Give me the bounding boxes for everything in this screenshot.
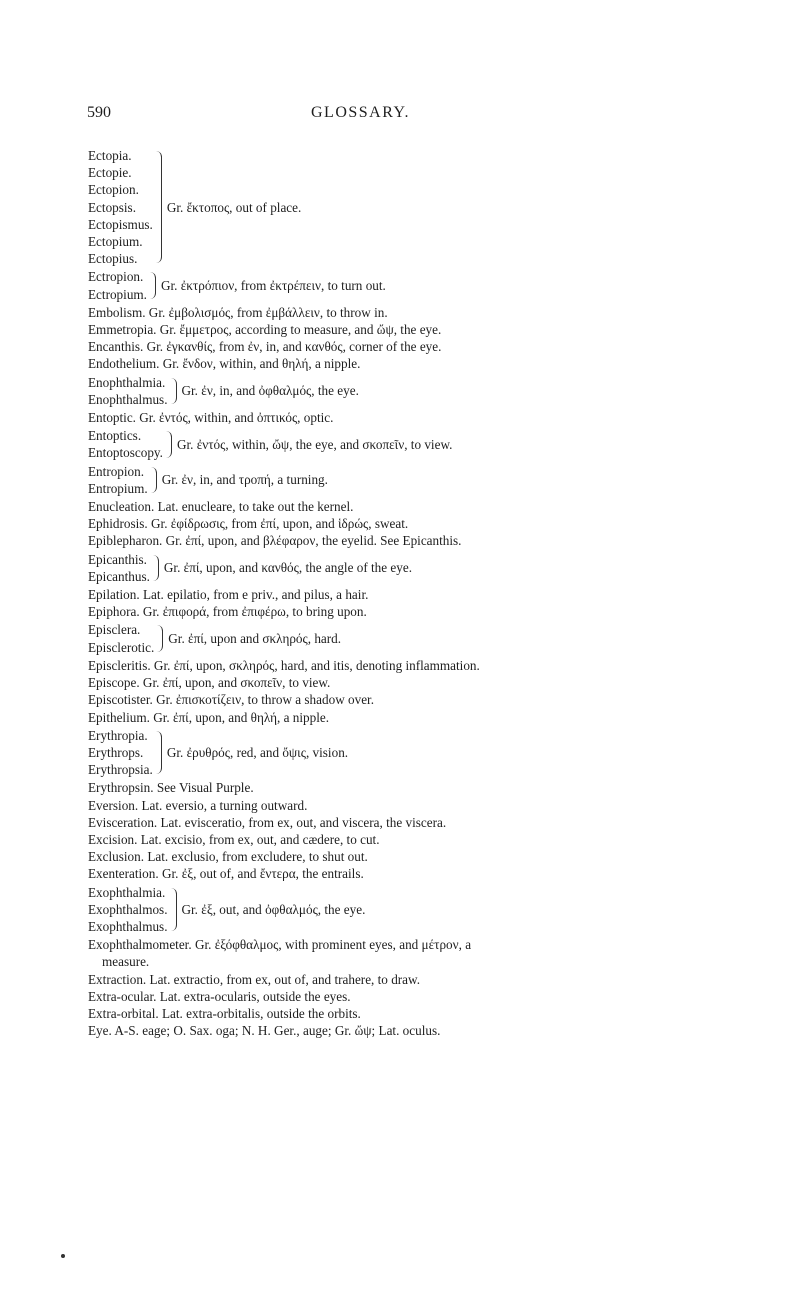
entry-term: Erythrops. xyxy=(88,744,144,760)
entry-term: Ectopsis. xyxy=(88,199,136,215)
entry-episcleritis: Episcleritis. Gr. ἐπί, upon, σκληρός, hard, and itis, denoting inflammation. xyxy=(88,657,480,673)
entry-epiphora: Epiphora. Gr. ἐπιφορά, from ἐπιφέρω, to bring upon. xyxy=(88,604,367,620)
entry-term: Entoptoscopy. xyxy=(88,445,163,461)
brace xyxy=(156,151,162,263)
entry-group-entropion xyxy=(88,463,778,497)
margin-mark xyxy=(61,1254,65,1258)
entry-definition: Gr. ἐντός, within, ὤψ, the eye, and σκοπεῖν, to view. xyxy=(176,436,453,452)
entry-term: Episclera. xyxy=(88,622,141,638)
entry-term: Exophthalmia. xyxy=(88,884,166,900)
entry-group-episclera xyxy=(88,621,778,655)
entry-excision: Excision. Lat. excisio, from ex, out, and cædere, to cut. xyxy=(88,831,380,847)
entry-extraction: Extraction. Lat. extractio, from ex, out of, and trahere, to draw. xyxy=(88,971,420,987)
entry-term: Exophthalmus. xyxy=(88,918,168,934)
entry-term: Ectopia. xyxy=(88,148,132,163)
entry-group-ectropion xyxy=(88,268,778,302)
entry-erythropsin: Erythropsin. See Visual Purple. xyxy=(88,780,254,796)
entry-term: Entoptics. xyxy=(88,428,142,444)
entry-definition: Gr. ἐπί, upon, and κανθός, the angle of the eye. xyxy=(163,560,413,576)
entry-term: Erythropsia. xyxy=(88,762,153,778)
entry-term: Enophthalmia. xyxy=(88,374,166,390)
entry-epiblepharon: Epiblepharon. Gr. ἐπί, upon, and βλέφαρον, the eyelid. See Epicanthis. xyxy=(88,533,462,549)
entry-definition: Gr. ἐρυθρός, red, and ὄψις, vision. xyxy=(166,744,349,760)
entry-ephidrosis: Ephidrosis. Gr. ἐφίδρωσις, from ἐπί, upon, and ἱδρώς, sweat. xyxy=(88,516,409,532)
entry-term: Entropium. xyxy=(88,480,148,496)
entry-term: Ectopius. xyxy=(88,251,138,267)
entry-term: Exophthalmos. xyxy=(88,901,168,917)
entry-term: Epicanthus. xyxy=(88,568,150,584)
entry-evisceration: Evisceration. Lat. evisceratio, from ex, out, and viscera, the viscera. xyxy=(88,814,447,830)
entry-embolism: Embolism. Gr. ἐμβολισμός, from ἐμβάλλειν, to throw in. xyxy=(88,304,388,320)
entry-term: Ectropion. xyxy=(88,269,144,285)
page-number: 590 xyxy=(87,104,111,121)
entry-exophthalmometer-cont: measure. xyxy=(102,954,150,970)
brace xyxy=(156,731,162,775)
entry-entoptic: Entoptic. Gr. ἐντός, within, and ὀπτικός, optic. xyxy=(88,410,334,426)
entry-term: Enophthalmus. xyxy=(88,391,168,407)
entry-term: Ectopium. xyxy=(88,234,143,250)
entry-exclusion: Exclusion. Lat. exclusio, from excludere, to shut out. xyxy=(88,849,368,865)
entry-term: Ectopie. xyxy=(88,165,132,181)
entry-term: Erythropia. xyxy=(88,727,148,743)
page-header xyxy=(87,104,727,126)
entry-group-entoptics xyxy=(88,427,778,461)
brace xyxy=(171,378,177,404)
entry-exophthalmometer: Exophthalmometer. Gr. ἐξόφθαλμος, with prominent eyes, and μέτρον, a xyxy=(88,937,472,953)
entry-endothelium: Endothelium. Gr. ἔνδον, within, and θηλή, a nipple. xyxy=(88,356,361,372)
entry-group-erythropia xyxy=(88,727,778,779)
entry-term: Entropion. xyxy=(88,463,145,479)
brace xyxy=(153,555,159,581)
entry-term: Ectopismus. xyxy=(88,216,153,232)
entry-term: Ectopion. xyxy=(88,182,139,198)
entry-eversion: Eversion. Lat. eversio, a turning outward. xyxy=(88,797,308,813)
brace xyxy=(151,467,157,493)
entry-extra-ocular: Extra-ocular. Lat. extra-ocularis, outside the eyes. xyxy=(88,988,351,1004)
entry-group-epicanthis xyxy=(88,551,778,585)
entry-group-enophthalmia xyxy=(88,374,778,408)
entry-emmetropia: Emmetropia. Gr. ἔμμετρος, according to measure, and ὤψ, the eye. xyxy=(88,322,442,338)
entry-definition: Gr. ἐξ, out, and ὀφθαλμός, the eye. xyxy=(181,901,366,917)
brace xyxy=(150,272,156,298)
entry-term: Ectropium. xyxy=(88,286,147,302)
entry-definition: Gr. ἐν, in, and τροπή, a turning. xyxy=(161,472,328,488)
entry-episcotister: Episcotister. Gr. ἐπισκοτίζειν, to throw a shadow over. xyxy=(88,692,375,708)
page-title: GLOSSARY. xyxy=(311,104,411,121)
entry-definition: Gr. ἐπί, upon and σκληρός, hard. xyxy=(168,631,342,647)
entry-enucleation: Enucleation. Lat. enucleare, to take out the kernel. xyxy=(88,499,354,515)
glossary-body xyxy=(88,146,778,1039)
entry-group-ectopia xyxy=(88,147,778,267)
entry-encanthis: Encanthis. Gr. ἐγκανθίς, from ἐν, in, and κανθός, corner of the eye. xyxy=(88,339,442,355)
entry-term: Episclerotic. xyxy=(88,639,155,655)
entry-epilation: Epilation. Lat. epilatio, from e priv., and pilus, a hair. xyxy=(88,587,369,603)
entry-definition: Gr. ἐκτρόπιον, from ἐκτρέπειν, to turn out. xyxy=(160,278,386,294)
entry-term: Epicanthis. xyxy=(88,551,147,567)
brace xyxy=(171,888,177,932)
brace xyxy=(166,431,172,457)
entry-extra-orbital: Extra-orbital. Lat. extra-orbitalis, outside the orbits. xyxy=(88,1005,361,1021)
brace xyxy=(157,625,163,651)
entry-definition: Gr. ἔκτοπος, out of place. xyxy=(166,199,302,215)
entry-eye: Eye. A-S. eage; O. Sax. oga; N. H. Ger., auge; Gr. ὤψ; Lat. oculus. xyxy=(88,1023,441,1039)
entry-episcope: Episcope. Gr. ἐπί, upon, and σκοπεῖν, to view. xyxy=(88,675,331,691)
entry-group-exophthalmia xyxy=(88,884,778,936)
entry-exenteration: Exenteration. Gr. ἐξ, out of, and ἔντερα, the entrails. xyxy=(88,866,364,882)
entry-definition: Gr. ἐν, in, and ὀφθαλμός, the eye. xyxy=(181,383,359,399)
entry-epithelium: Epithelium. Gr. ἐπί, upon, and θηλή, a nipple. xyxy=(88,709,330,725)
